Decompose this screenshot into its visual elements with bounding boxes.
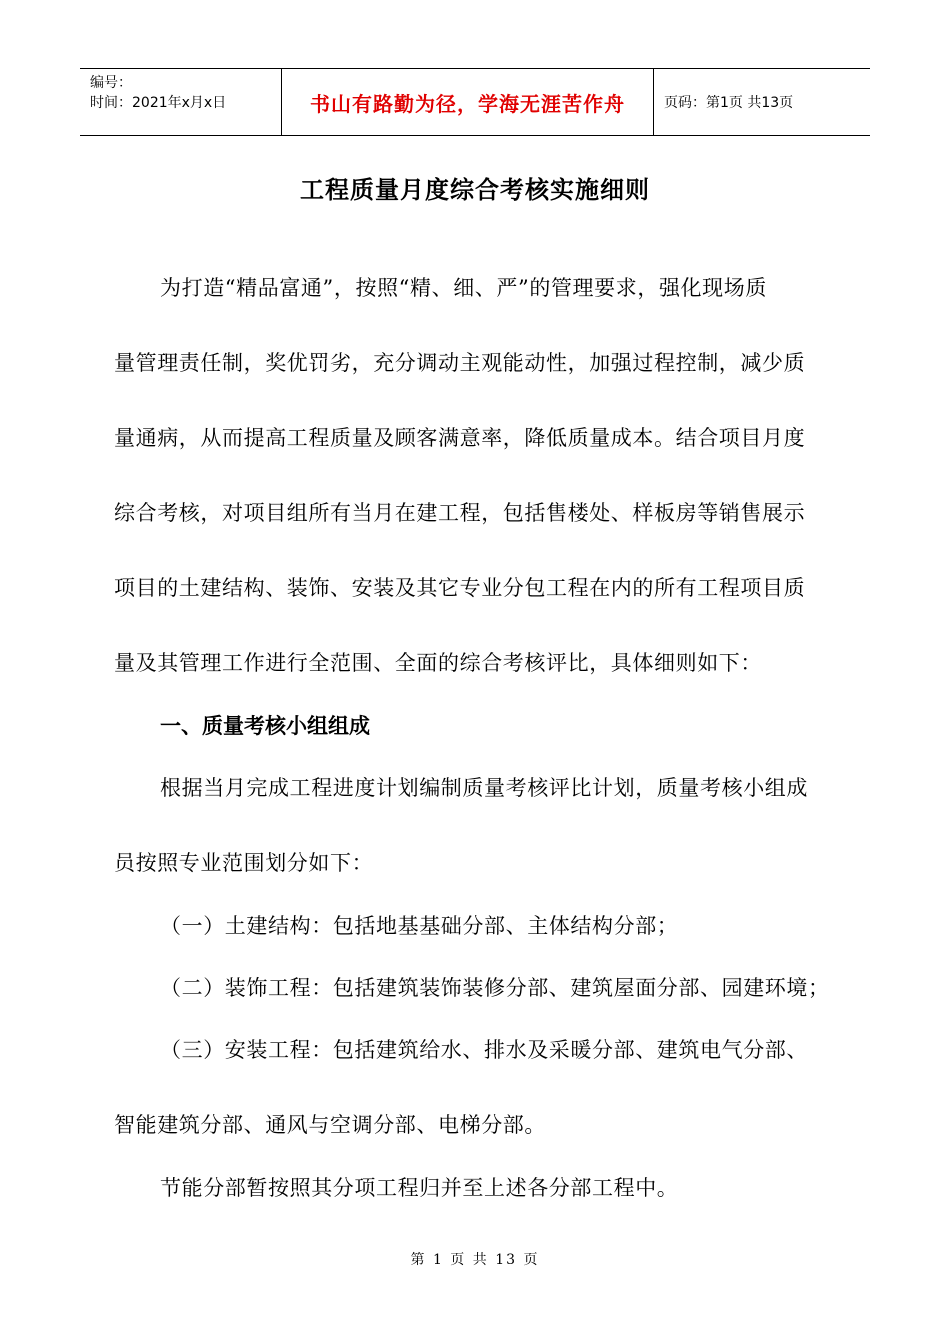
date-label: 时间：2021年x月x日: [90, 95, 227, 111]
header-motto: 书山有路勤为径，学海无涯苦作舟: [282, 69, 654, 135]
document-title: 工程质量月度综合考核实施细则: [300, 175, 650, 204]
intro-line: 量及其管理工作进行全范围、全面的综合考核评比，具体细则如下：: [114, 651, 762, 675]
header-page-info: 页码：第1页 共13页: [664, 95, 794, 111]
page-footer: 第 1 页 共 13 页: [410, 1252, 540, 1268]
document-header: [80, 68, 870, 136]
list-item-civil: （一）土建结构：包括地基基础分部、主体结构分部；: [160, 914, 679, 938]
list-item-decoration: （二）装饰工程：包括建筑装饰装修分部、建筑屋面分部、园建环境；: [160, 976, 830, 1000]
list-item-installation: （三）安装工程：包括建筑给水、排水及采暖分部、建筑电气分部、: [160, 1038, 808, 1062]
section-line: 根据当月完成工程进度计划编制质量考核评比计划，质量考核小组成: [160, 776, 808, 800]
intro-line: 量管理责任制，奖优罚劣，充分调动主观能动性，加强过程控制，减少质: [114, 351, 806, 375]
section-line: 员按照专业范围划分如下：: [114, 851, 374, 875]
list-item-installation-cont: 智能建筑分部、通风与空调分部、电梯分部。: [114, 1113, 546, 1137]
header-meta: [80, 69, 282, 135]
closing-line: 节能分部暂按照其分项工程归并至上述各分部工程中。: [160, 1176, 679, 1200]
number-label: 编号：: [90, 75, 132, 91]
section-heading: 一、质量考核小组组成: [160, 713, 370, 738]
intro-line: 综合考核，对项目组所有当月在建工程，包括售楼处、样板房等销售展示: [114, 501, 806, 525]
intro-line: 项目的土建结构、装饰、安装及其它专业分包工程在内的所有工程项目质: [114, 576, 806, 600]
intro-line: 为打造“精品富通”，按照“精、细、严”的管理要求，强化现场质: [160, 276, 767, 300]
intro-line: 量通病，从而提高工程质量及顾客满意率，降低质量成本。结合项目月度: [114, 426, 806, 450]
